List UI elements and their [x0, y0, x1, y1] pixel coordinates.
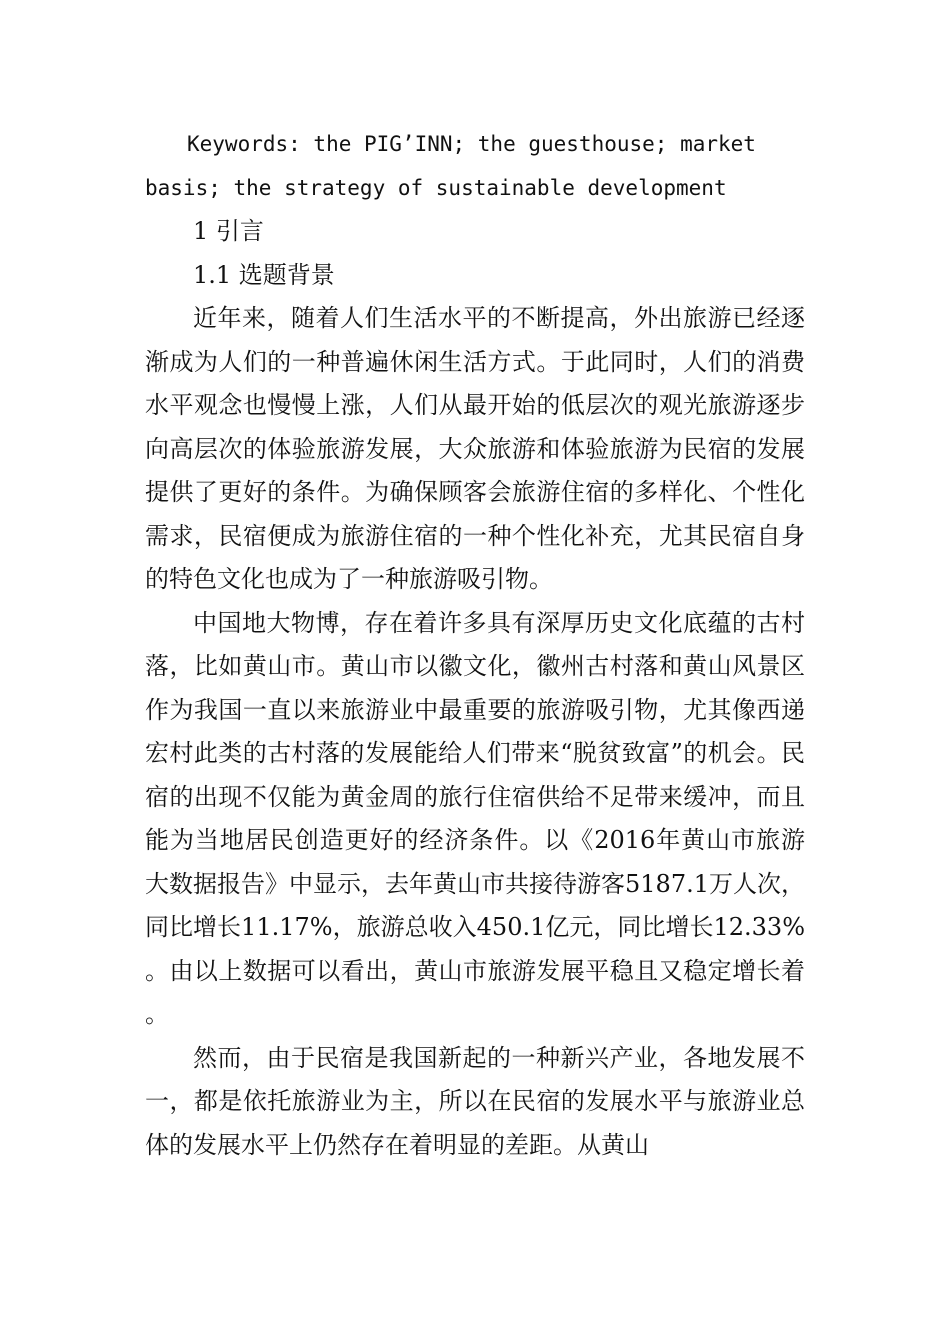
subsection-heading-background: 1.1 选题背景 [193, 260, 335, 289]
paragraph-1: 近年来，随着人们生活水平的不断提高，外出旅游已经逐渐成为人们的一种普遍休闲生活方式。于此同时，人们的消费水平观念也慢慢上涨，人们从最开始的低层次的观光旅游逐步向高层次的体验旅游发展，大众旅游和体验旅游为民宿的发展提供了更好的条件。为确保顾客会旅游住宿的多样化、个性化需求，民宿便成为旅游住宿的一种个性化补充，尤其民宿自身的特色文化也成为了一种旅游吸引物。 [145, 304, 805, 593]
keywords-line: Keywords: the PIG’INN; the guesthouse; market basis; the strategy of sustainable development [145, 132, 756, 200]
paragraph-3: 然而，由于民宿是我国新起的一种新兴产业，各地发展不一，都是依托旅游业为主，所以在民宿的发展水平与旅游业总体的发展水平上仍然存在着明显的差距。从黄山 [145, 1043, 805, 1159]
section-heading-introduction: 1 引言 [193, 217, 264, 245]
paragraph-2: 中国地大物博，存在着许多具有深厚历史文化底蕴的古村落，比如黄山市。黄山市以徽文化，徽州古村落和黄山风景区作为我国一直以来旅游业中最重要的旅游吸引物，尤其像西递宏村此类的古村落的发展能给人们带来“脱贫致富”的机会。民宿的出现不仅能为黄金周的旅行住宿供给不足带来缓冲，而且能为当地居民创造更好的经济条件。以《2016年黄山市旅游大数据报告》中显示，去年黄山市共接待游客5187.1万人次，同比增长11.17%，旅游总收入450.1亿元，同比增长12.33%。由以上数据可以看出，黄山市旅游发展平稳且又稳定增长着。 [145, 608, 805, 1028]
document-body [145, 123, 805, 1167]
